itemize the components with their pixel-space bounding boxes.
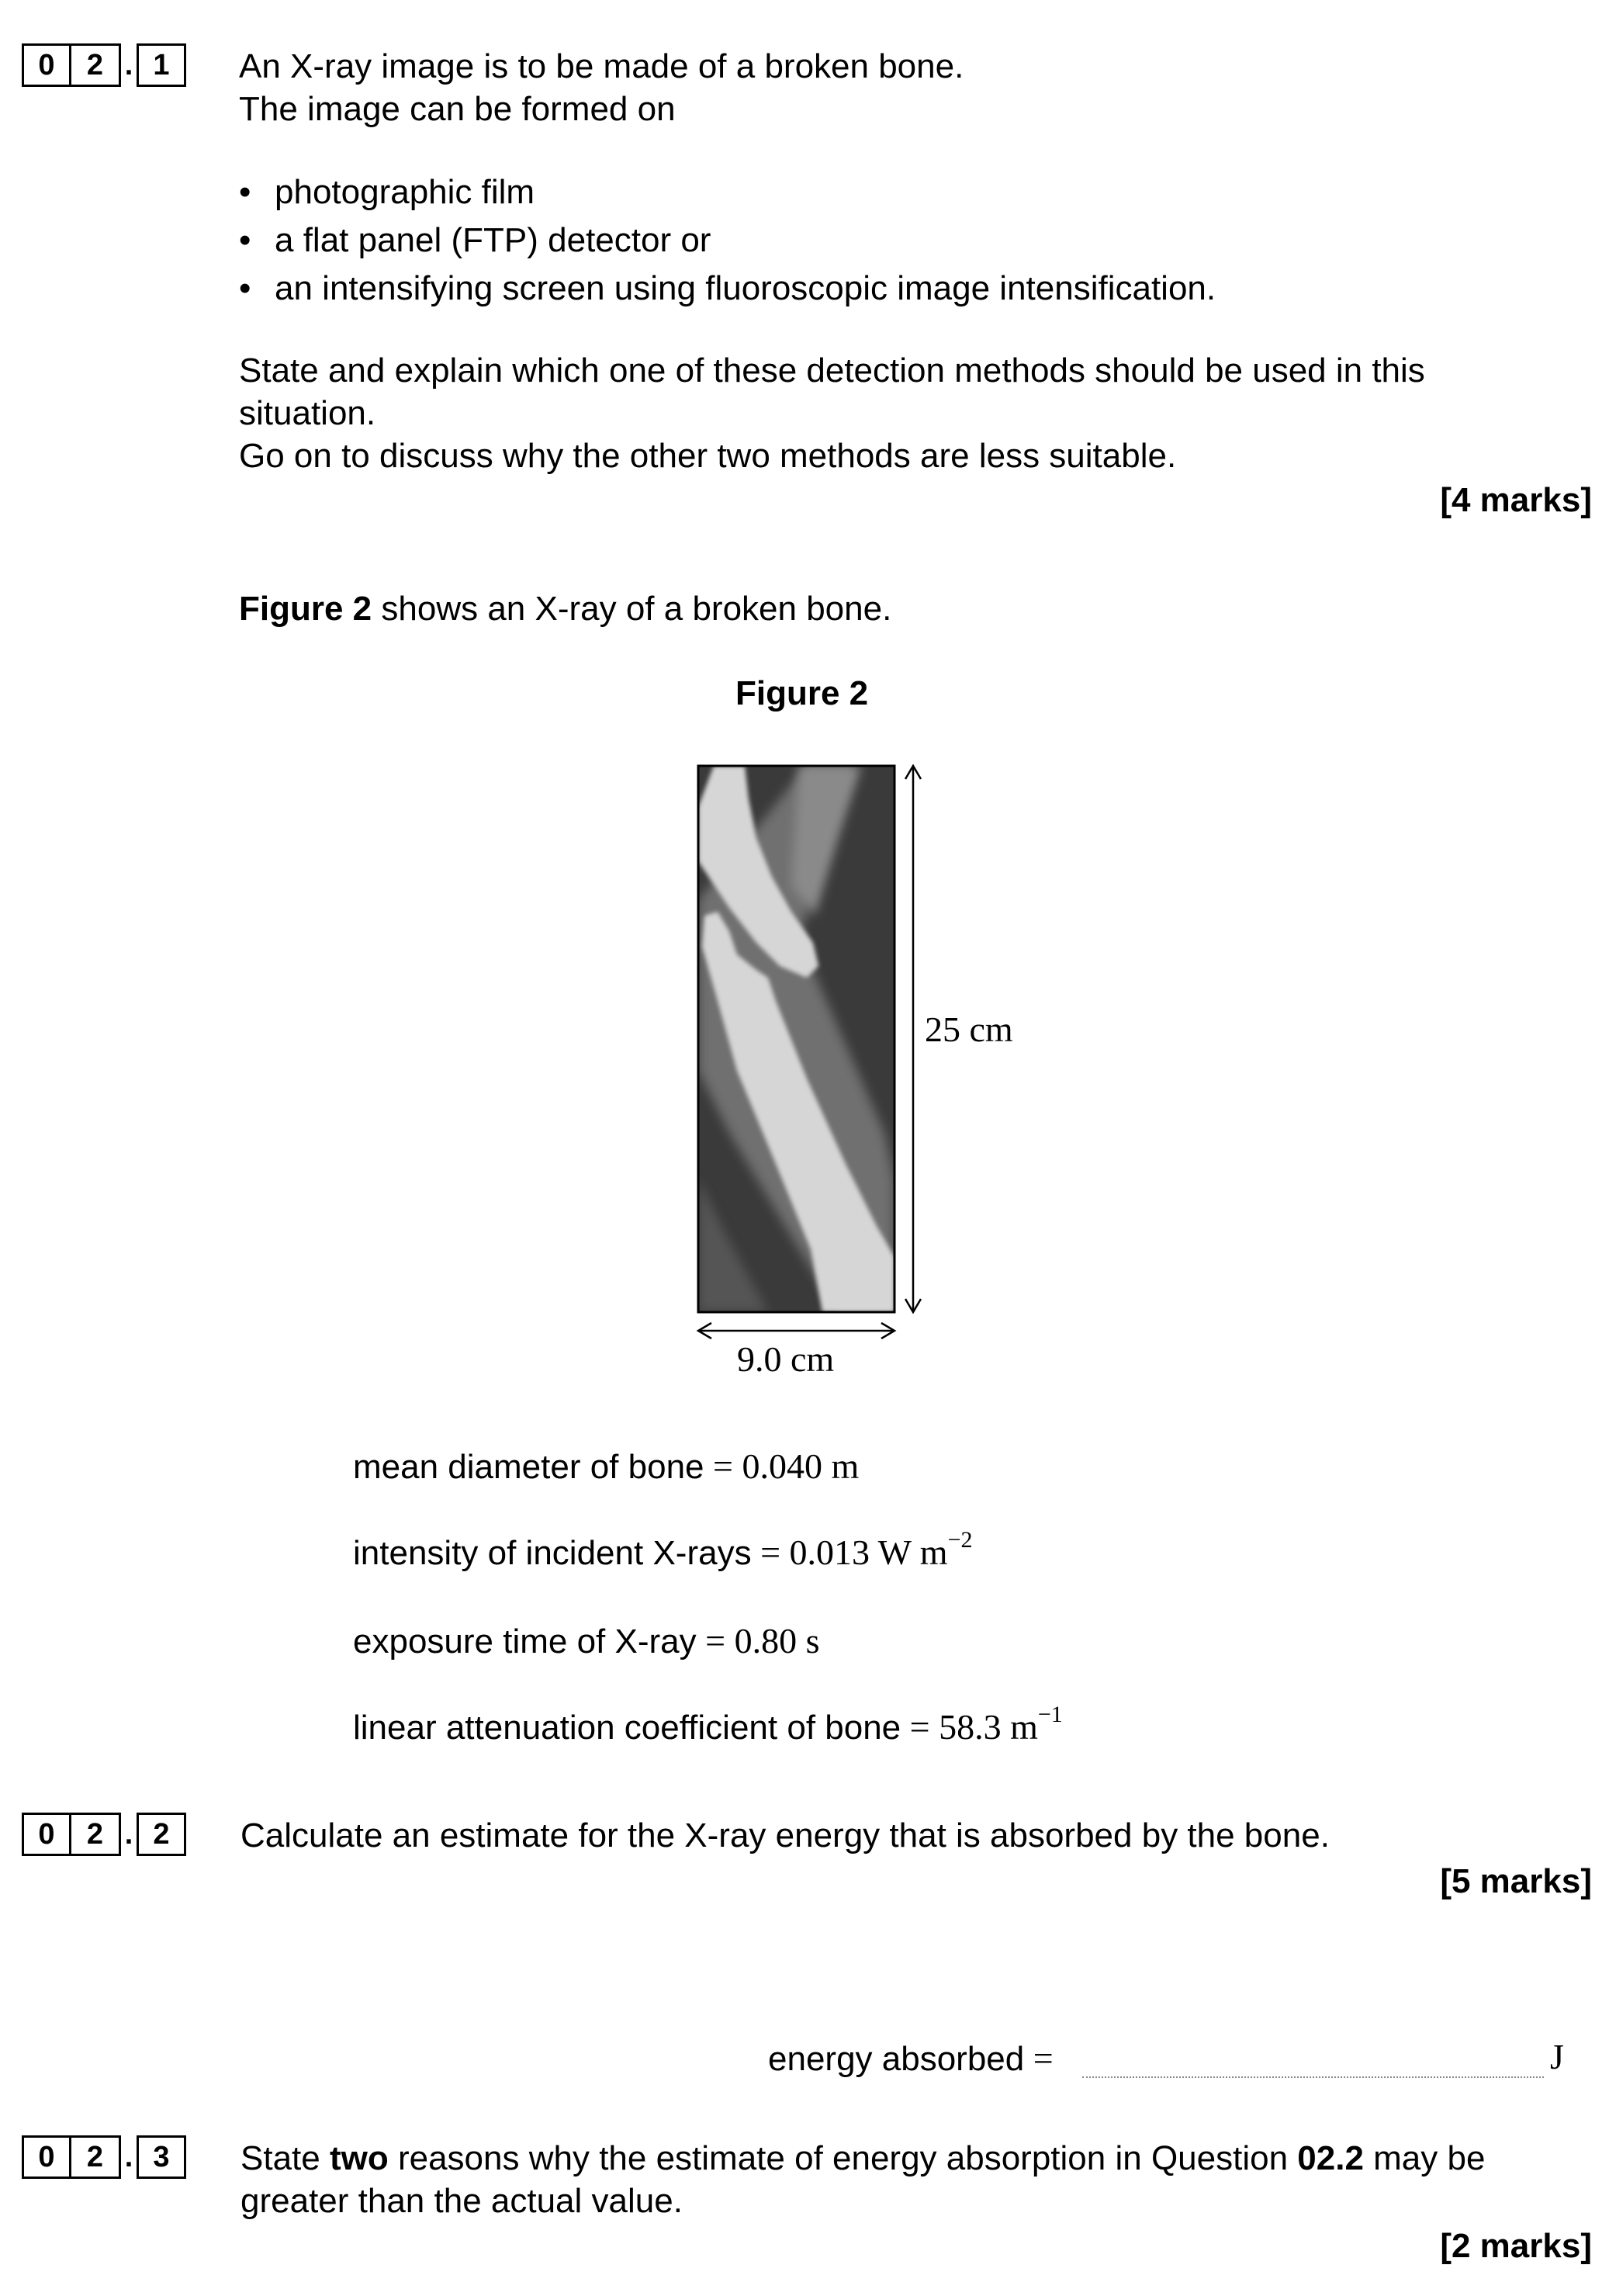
answer-label: energy absorbed = xyxy=(768,2038,1054,2078)
detection-methods-list xyxy=(239,171,1216,315)
answer-unit: J xyxy=(1550,2037,1564,2076)
data-item-attenuation-coefficient: linear attenuation coefficient of bone = 58.3 $m^{-1}$ xyxy=(353,1702,1063,1747)
marks-label: [4 marks] xyxy=(1440,481,1592,519)
question-number-02-2: 0 2 . 2 xyxy=(22,1813,186,1856)
data-item-bone-diameter: mean diameter of bone = 0.040 m xyxy=(353,1446,860,1486)
question-number-02-3: 0 2 . 3 xyxy=(22,2135,186,2179)
figure-intro: Figure 2 shows an X-ray of a broken bone. xyxy=(239,590,892,628)
height-dimension-arrow xyxy=(905,766,921,1312)
question-task: State and explain which one of these detection methods should be used in this situation. Go on to discuss why the other two methods are less suitable. xyxy=(239,351,1425,475)
marks-label: [5 marks] xyxy=(1440,1862,1592,1900)
figure-title: Figure 2 xyxy=(735,674,869,712)
list-item: • an intensifying screen using fluoroscopic image intensification. xyxy=(239,267,1216,315)
marks-label: [2 marks] xyxy=(1440,2227,1592,2265)
question-text: Calculate an estimate for the X-ray energy that is absorbed by the bone. xyxy=(240,1816,1330,1854)
question-number-02-1: 0 2 . 1 xyxy=(22,43,186,87)
answer-line[interactable] xyxy=(1082,2076,1544,2078)
width-label: 9.0 cm xyxy=(737,1339,835,1379)
question-text: State two reasons why the estimate of energy absorption in Question 02.2 may be greater than the actual value. xyxy=(240,2139,1486,2220)
xray-image xyxy=(698,766,894,1312)
height-label: 25 cm xyxy=(925,1009,1013,1049)
list-item: • photographic film xyxy=(239,171,1216,219)
question-intro: An X-ray image is to be made of a broken bone. The image can be formed on xyxy=(239,47,964,128)
data-item-exposure-time: exposure time of X-ray = 0.80 s xyxy=(353,1621,820,1661)
data-item-xray-intensity: intensity of incident X-rays = 0.013 W $m^{-2}$ xyxy=(353,1527,973,1572)
xray-figure xyxy=(683,745,1047,1412)
width-dimension-arrow xyxy=(698,1323,894,1338)
list-item: • a flat panel (FTP) detector or xyxy=(239,219,1216,267)
